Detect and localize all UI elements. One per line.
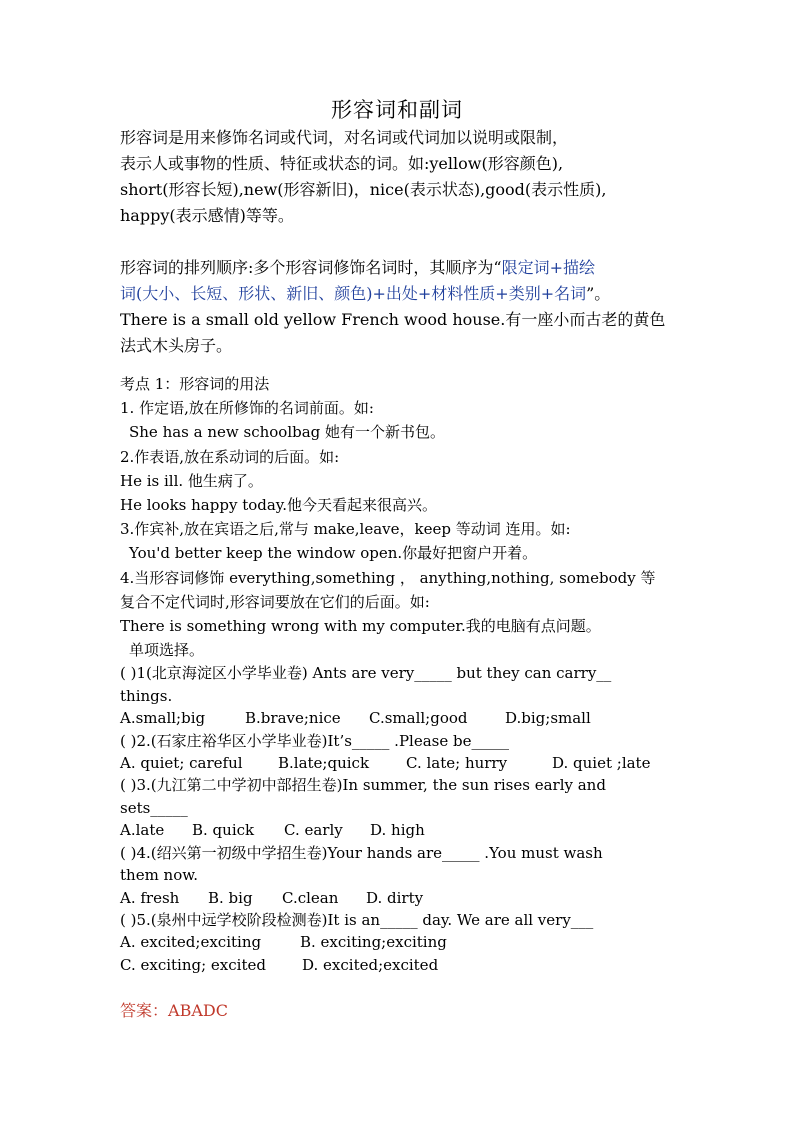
adjective-order-paragraph bbox=[120, 255, 700, 359]
option-c: C. late; hurry bbox=[406, 754, 508, 773]
option-c: C. exciting; excited bbox=[120, 955, 266, 974]
option-d: D. high bbox=[370, 821, 425, 840]
usage-section bbox=[120, 372, 700, 976]
option-c: C.clean bbox=[282, 888, 339, 907]
option-a: A. quiet; careful bbox=[120, 754, 243, 773]
option-d: D.big;small bbox=[505, 709, 591, 728]
question-options bbox=[120, 752, 700, 774]
question-stem: ( )4.(绍兴第一初级中学招生卷)Your hands are_____ .You must wash bbox=[120, 843, 603, 862]
order-example: 法式木头房子。 bbox=[120, 336, 233, 355]
usage-example: He is ill. 他生病了。 bbox=[120, 471, 263, 490]
usage-example: She has a new schoolbag 她有一个新书包。 bbox=[129, 423, 446, 442]
question-stem-continued: them now. bbox=[120, 866, 199, 885]
option-b: B. quick bbox=[192, 821, 255, 840]
option-b: B. big bbox=[208, 888, 253, 907]
order-line bbox=[120, 255, 700, 281]
option-a: A. excited;exciting bbox=[120, 933, 262, 952]
usage-item: 2.作表语,放在系动词的后面。如: bbox=[120, 447, 340, 466]
intro-line: happy(表示感情)等等。 bbox=[120, 206, 294, 225]
option-c: C.small;good bbox=[369, 709, 468, 728]
order-highlight: 词(大小、长短、形状、新旧、颜色)+出处+材料性质+类别+名词 bbox=[120, 284, 587, 303]
answer-label: 答案： bbox=[120, 1001, 169, 1020]
question-stem: ( )3.(九江第二中学初中部招生卷)In summer, the sun rises early and bbox=[120, 776, 606, 795]
option-d: D. quiet ;late bbox=[552, 754, 651, 773]
order-text: 形容词的排列顺序:多个形容词修饰名词时，其顺序为“ bbox=[120, 258, 502, 277]
order-line bbox=[120, 281, 700, 307]
exercise-heading: 单项选择。 bbox=[129, 641, 205, 660]
answer-line bbox=[120, 998, 228, 1024]
option-a: A. fresh bbox=[120, 888, 180, 907]
question-stem: ( )2.(石家庄裕华区小学毕业卷)It’s_____ .Please be_____ bbox=[120, 731, 509, 750]
order-highlight: 限定词+描绘 bbox=[501, 258, 595, 277]
option-a: A.small;big bbox=[120, 709, 206, 728]
intro-line: 表示人或事物的性质、特征或状态的词。如:yellow(形容颜色), bbox=[120, 154, 564, 173]
option-b: B.brave;nice bbox=[245, 709, 341, 728]
question-stem: ( )5.(泉州中远学校阶段检测卷)It is an_____ day. We are all very___ bbox=[120, 910, 594, 929]
question-options bbox=[120, 931, 700, 953]
option-d: D. dirty bbox=[366, 888, 424, 907]
option-b: B. exciting;exciting bbox=[300, 933, 447, 952]
intro-line: short(形容长短),new(形容新旧)，nice(表示状态),good(表示性质), bbox=[120, 180, 607, 199]
option-c: C. early bbox=[284, 821, 343, 840]
question-options bbox=[120, 819, 700, 841]
answer-value: ABADC bbox=[168, 1001, 228, 1020]
option-d: D. excited;excited bbox=[302, 955, 439, 974]
intro-paragraph bbox=[120, 125, 700, 229]
question-options bbox=[120, 887, 700, 909]
question-stem-continued: sets_____ bbox=[120, 798, 188, 817]
question-stem: ( )1(北京海淀区小学毕业卷) Ants are very_____ but they can carry__ bbox=[120, 664, 612, 683]
usage-example: You'd better keep the window open.你最好把窗户开着。 bbox=[129, 544, 538, 563]
question-stem-continued: things. bbox=[120, 686, 173, 705]
question-options bbox=[120, 707, 700, 729]
usage-item: 4.当形容词修饰 everything,something ， anything,nothing, somebody 等 bbox=[120, 568, 656, 587]
option-a: A.late bbox=[120, 821, 165, 840]
option-b: B.late;quick bbox=[278, 754, 370, 773]
intro-line: 形容词是用来修饰名词或代词，对名词或代词加以说明或限制， bbox=[120, 128, 569, 147]
order-example: There is a small old yellow French wood house.有一座小而古老的黄色 bbox=[120, 310, 666, 329]
usage-item: 3.作宾补,放在宾语之后,常与 make,leave，keep 等动词 连用。如: bbox=[120, 520, 571, 539]
question-options bbox=[120, 954, 700, 976]
usage-example: There is something wrong with my computer.我的电脑有点问题。 bbox=[120, 617, 601, 636]
section-heading: 考点 1：形容词的用法 bbox=[120, 375, 270, 393]
page-title: 形容词和副词 bbox=[331, 98, 463, 122]
usage-item: 1. 作定语,放在所修饰的名词前面。如: bbox=[120, 399, 374, 418]
usage-item: 复合不定代词时,形容词要放在它们的后面。如: bbox=[120, 592, 430, 611]
order-text: ”。 bbox=[586, 284, 611, 303]
usage-example: He looks happy today.他今天看起来很高兴。 bbox=[120, 496, 438, 515]
